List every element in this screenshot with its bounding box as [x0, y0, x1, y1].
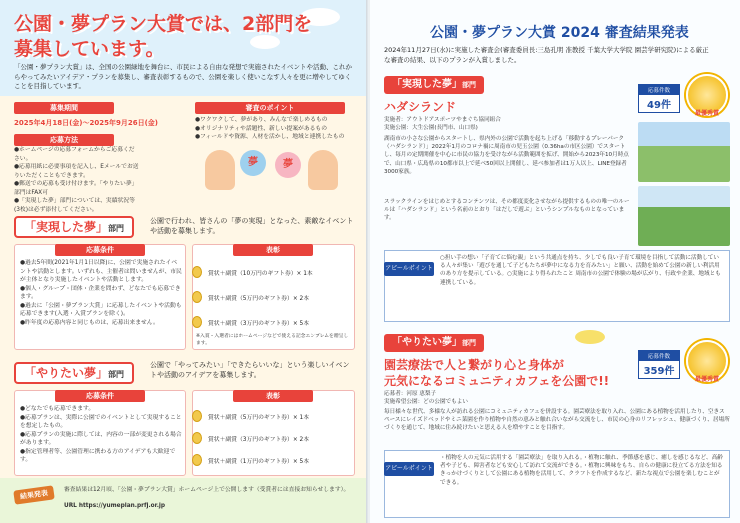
- method-title: 応募方法: [14, 134, 114, 146]
- results-badge: 結果発表: [13, 485, 55, 504]
- requirement-item: ●個人・グループ・団体・企業を問わず、どなたでも応募できます。: [20, 285, 181, 300]
- winner-place: 実施希望公園：どの公園でもよい: [384, 399, 468, 405]
- prize-item: 賞状＋副賞（5万円のギフト券）× 2本: [192, 291, 309, 303]
- method-item: ●郵送での応募も受け付けます。「やりたい夢」部門はFAX可: [14, 181, 138, 196]
- requirement-item: ●指定管理者等、公園管理に携わる方のアイデアも大歓迎です。: [20, 448, 176, 463]
- method-list: [14, 146, 139, 214]
- award-label: 最優秀賞: [694, 376, 719, 383]
- event-photo: [638, 122, 730, 182]
- section-desc-wish: 公園で「やってみたい」「できたらいいな」という楽しいイベントや活動のアイデアを募集します。: [150, 361, 350, 379]
- award-label: 最優秀賞: [694, 110, 719, 117]
- requirements-title: 応募条件: [55, 390, 145, 402]
- entry-count-wish: 応募件数 359件: [638, 350, 680, 379]
- requirements-box: [14, 390, 186, 476]
- medal-icon: [192, 454, 202, 466]
- prize-item: 賞状＋副賞（5万円のギフト券）× 1本: [192, 410, 309, 422]
- section-tag-wish: 「やりたい夢」部門: [14, 362, 134, 384]
- winner-org: 実施者：アウトドアスポーツやまぐち協同組合: [384, 117, 501, 123]
- results-text: 審査結果は12月頃、「公園・夢プラン大賞」ホームページ上で公開します（受賞者には直接お知らせします）。: [64, 487, 350, 493]
- requirement-item: ●応募プランは、実際に公園でのイベントとして実現することを想定したもの。: [20, 414, 182, 429]
- yume-bubble: 夢: [240, 150, 266, 176]
- prize-item: 賞状＋副賞（3万円のギフト券）× 5本: [192, 316, 309, 328]
- results-url[interactable]: URL https://yumeplan.prfj.or.jp: [64, 503, 166, 509]
- requirements-title: 応募条件: [55, 244, 145, 256]
- child-illustration: [205, 150, 235, 190]
- period-text: 2025年4月18日(金)～2025年9月26日(金): [14, 119, 158, 127]
- point-item: ●ワクワクして、夢があり、みんなで楽しめるもの: [195, 117, 328, 123]
- section-tag-realized: 「実現した夢」部門: [14, 216, 134, 238]
- method-item: ●応募用紙に必要事項を記入し、Eメールでお送りいただくこともできます。: [14, 164, 139, 179]
- yume-bubble: 夢: [275, 152, 301, 178]
- point-item: ●フィールドや資源、人材を活かし、地域と連携したもの: [195, 134, 345, 140]
- winner-name-wish-line1: 園芸療法で人と繋がり心と身体が: [384, 358, 565, 372]
- page-title: 公園・夢プラン大賞では、2部門を 募集しています。: [14, 13, 313, 60]
- event-photo: [638, 186, 730, 246]
- appeal-points: ・植物を人の元気に活用する「園芸療法」を取り入れる。・植物に触れ、季節感を感じ、癒しを感じるなど、高齢者や子ども、障害者なども安心して訪れて交流ができる。・植物に興味をもち、自らの健康に役立てる方法を知るきっかけづくりとして公園にある植物を活用して、クラフトを作成するなど、新たな視点で公園を楽しむことができる。: [440, 455, 723, 486]
- prize-item: 賞状＋副賞（1万円のギフト券）× 5本: [192, 454, 309, 466]
- appeal-label: アピールポイント: [384, 462, 434, 476]
- winner-place: 実施公園：大生公園(長門市、山口県): [384, 125, 478, 131]
- medal-icon: [192, 266, 202, 278]
- winner-name-realized: ハダシランド: [384, 100, 457, 114]
- requirements-box: [14, 244, 186, 350]
- winner-description: 毎日様々な世代、多様な人が訪れる公園にコミュニティカフェを併設する。園芸療法を取り入れ、公園にある植物を活用したり、空きスペースにレイズドベッドやミニ菜園を作り植物や自然の恵みと触れ合いながら交流をし、市民の心身のリフレッシュ、健康づくり、居場所づくりを通じて、地域に住み続けたいと思える人を増やすことを目指す。: [384, 409, 730, 432]
- left-page: [0, 0, 368, 523]
- bird-icon: [575, 330, 605, 344]
- prize-item: 賞状＋副賞（3万円のギフト券）× 2本: [192, 432, 309, 444]
- requirement-item: ●どなたでも応募できます。: [20, 406, 95, 412]
- winner-description: 湖南市の小さな公園からスタートし、県内外の公園で活動を起ち上げる「移動するプレーパーク（ハダシランド）」2022年1月のコロナ禍に周南市の児玉公園（0.36haの市区公園）でスタートし、毎月の定期開催を中心に市民の協力を受けながら活動範囲を拡げ、開始から2023年10月時点で、山口県・広島県の10都市以上で延べ50回以上開催し、延べ参加者は1万人以上、LINE登録者3000家族。: [384, 136, 629, 175]
- period-title: 募集期間: [14, 102, 114, 114]
- results-lead: 2024年11月27日(水)に実施した審査会(審査委員長:三島孔明 准教授 千葉大学大学院 園芸学研究院)による厳正な審査の結果、以下のプランが入賞しました。: [384, 46, 709, 64]
- results-footer: [0, 478, 368, 523]
- medal-icon: [192, 432, 202, 444]
- requirement-item: ●応募プランの実施に際しては、内容の一部が変更される場合があります。: [20, 431, 182, 446]
- points-title: 審査のポイント: [195, 102, 345, 114]
- right-page: [370, 0, 740, 523]
- method-item: ●「実現した夢」部門については、実績状況等(3枚)は必ず添付してください。: [14, 198, 135, 213]
- medal-icon: [192, 316, 202, 328]
- results-title: 公園・夢プラン大賞 2024 審査結果発表: [430, 25, 689, 41]
- intro-text: 「公園・夢プラン大賞」は、全国の公園緑地を舞台に、市民による自由な発想で実施されたイベントや活動、これからやってみたいアイデア・プランを募集し、審査表彰するもので、公園を楽しく使いこなす人々を更に増やしてゆくことを目指しています。: [14, 63, 352, 90]
- requirement-item: ●過去に「公園・夢プラン大賞」に応募したイベントや活動も応募できます(入選・入賞プランを除く)。: [20, 302, 182, 317]
- medal-icon: [192, 410, 202, 422]
- awards-title: 表彰: [233, 244, 313, 256]
- appeal-label: アピールポイント: [384, 262, 434, 276]
- appeal-points: ○担い手の想い「子育てに悩む親」という共通点を持ち、少しでも良い子育て環境を目指して活動に活動している人々が集い「遊びを通して子どもたちが夢中になる力を育みたい」と願い、活動を始めて公園の新しい利活用のあり方を提示している。○実施により得られたこと 周南市の公園で体験の場が広がり、行政や企業、地域とも連携している。: [440, 255, 721, 286]
- winner-name-wish-line2: 元気になるコミュニティカフェを公園で!!: [384, 374, 610, 388]
- winner-description-2: スラックラインをはじめとするコンテンツは、その都度変化させながら提供するものの唯一のルールは「ハダシランド」という名前のとおり「はだしで遊ぶ」というシンプルなものとなっています。: [384, 199, 630, 222]
- winner-org: 応募者：河原 恵梨子: [384, 391, 437, 397]
- result-tag-wish: 「やりたい夢」部門: [384, 334, 484, 352]
- result-tag-realized: 「実現した夢」部門: [384, 76, 484, 94]
- awards-title: 表彰: [233, 390, 313, 402]
- medal-icon: [192, 291, 202, 303]
- requirement-item: ●過去5年間(2021年1月1日以降)に、公園で実施されたイベントや活動とします。いずれも、主催者は問いませんが、市民が主体となり実施したイベントや活動とします。: [20, 260, 182, 283]
- requirement-item: ●昨年度の応募内容と同じものは、応募出来ません。: [20, 319, 159, 326]
- points-list: [195, 116, 355, 142]
- award-note: ※入賞・入選者にはホームページなどで使える記念エンブレムを贈呈します。: [196, 334, 349, 346]
- method-item: ●ホームページの応募フォームからご応募ください。: [14, 147, 135, 162]
- section-desc-realized: 公園で行われ、皆さんの「夢の実現」となった、素敵なイベントや活動を募集します。: [150, 217, 354, 235]
- prize-item: 賞状＋副賞（10万円のギフト券）× 1本: [192, 266, 313, 278]
- child-illustration: [308, 150, 338, 190]
- entry-count-realized: 応募件数 49件: [638, 84, 680, 113]
- point-item: ●オリジナリティや話題性、新しい提案があるもの: [195, 125, 328, 132]
